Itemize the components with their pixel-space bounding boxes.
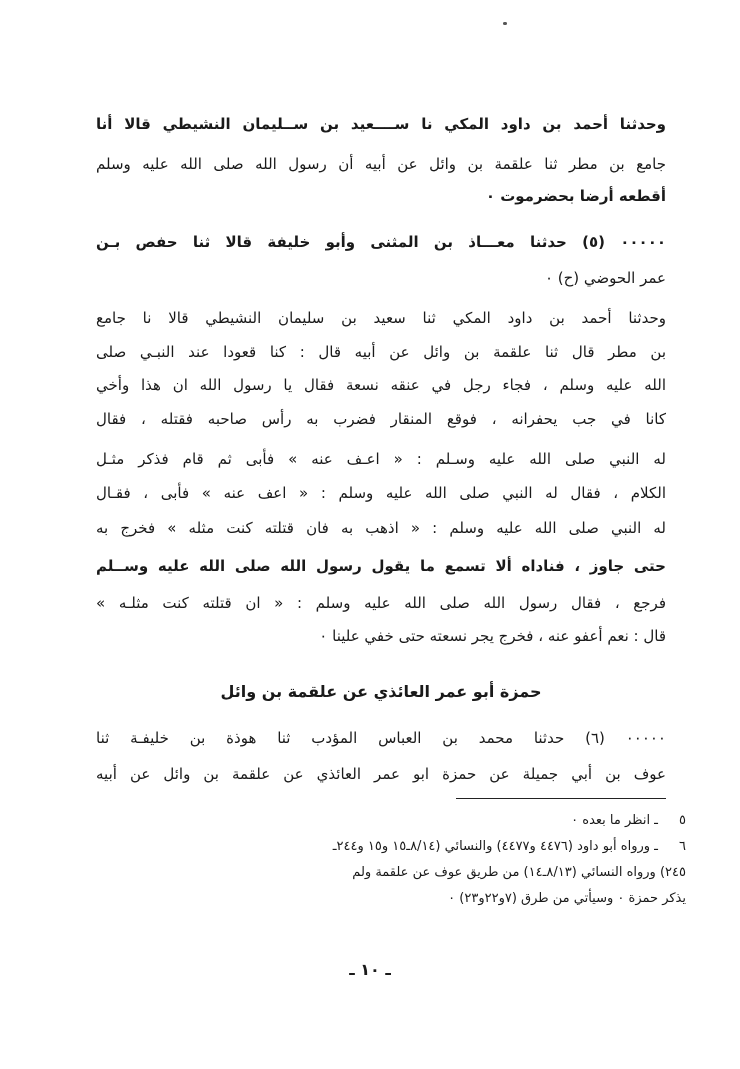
footnote-text: ـ انظر ما بعده ٠ [571, 813, 658, 828]
text-line: عمر الحوضي (ح) ٠ [544, 269, 666, 287]
text-line: ٠٠٠٠٠ (٦) حدثنا محمد بن العباس المؤدب ثنا هوذة بن خليفـة ثنا [96, 729, 666, 747]
footnote-separator [456, 798, 666, 799]
text-line: جامع بن مطر ثنا علقمة بن وائل عن أبيه أن رسول الله صلى الله عليه وسلم [96, 155, 666, 173]
text-line: كانا في جب يحفرانه ، فوقع المنقار فضرب به رأس صاحبه فقتله ، فقال [96, 410, 666, 428]
text-line: له النبي صلى الله عليه وسلم : « اذهب به فان قتلته كنت مثله » فخرج به [96, 519, 666, 537]
page-number: ـ ١٠ ـ [349, 960, 391, 979]
footnote-line [80, 808, 686, 834]
text-line: له النبي صلى الله عليه وسـلم : « اعـف عنه » فأبى ثم قام فذكر مثـل [96, 450, 666, 468]
text-line: وحدثنا أحمد بن داود المكي ثنا سعيد بن سليمان النشيطي قالا نا جامع [96, 309, 666, 327]
footnote-continuation: يذكر حمزة ٠ وسيأتي من طرق (٧و٢٢و٢٣) ٠ [448, 891, 686, 906]
text-line: أقطعه أرضا بحضرموت ٠ [485, 187, 666, 205]
text-line: قال : نعم أعفو عنه ، فخرج يجر نسعته حتى خفي علينا ٠ [319, 627, 666, 645]
text-line: حتى جاوز ، فناداه ألا تسمع ما يقول رسول الله صلى الله عليه وســلم [96, 557, 666, 575]
footnote-continuation: ٢٤٥) ورواه النسائي (٨/١٣ـ١٤) من طريق عوف عن علقمة ولم [352, 865, 686, 880]
text-line: الكلام ، فقال له النبي صلى الله عليه وسلم : « اعف عنه » فأبى ، فقـال [96, 484, 666, 502]
text-line: ٠٠٠٠٠ (٥) حدثنا معـــاذ بن المثنى وأبو خليفة قالا ثنا حفص بـن [96, 233, 666, 251]
text-line: بن مطر قال ثنا علقمة بن وائل عن أبيه قال : كنا قعودا عند النبـي صلى [96, 343, 666, 361]
footnote-line [80, 834, 686, 860]
footnote-number: ٥ [679, 813, 686, 828]
section-heading: حمزة أبو عمر العائذي عن علقمة بن وائل [220, 682, 542, 701]
text-line: عوف بن أبي جميلة عن حمزة ابو عمر العائذي عن علقمة بن وائل عن أبيه [96, 765, 666, 783]
text-line: الله عليه وسلم ، فجاء رجل في عنقه نسعة فقال يا رسول الله ان هذا وأخي [96, 376, 666, 394]
text-line: وحدثنا أحمد بن داود المكي نا ســــعيد بن ســليمان النشيطي قالا أنا [96, 115, 666, 133]
footnote-text: ـ ورواه أبو داود (٤٤٧٦ و٤٤٧٧) والنسائي (٨/١٤ـ١٥ و١٥ و٢٤٤ـ [332, 839, 658, 854]
print-speck [503, 22, 507, 25]
text-line: فرجع ، فقال رسول الله صلى الله عليه وسلم : « ان قتلته كنت مثلـه » [96, 594, 666, 612]
footnote-number: ٦ [679, 839, 686, 854]
